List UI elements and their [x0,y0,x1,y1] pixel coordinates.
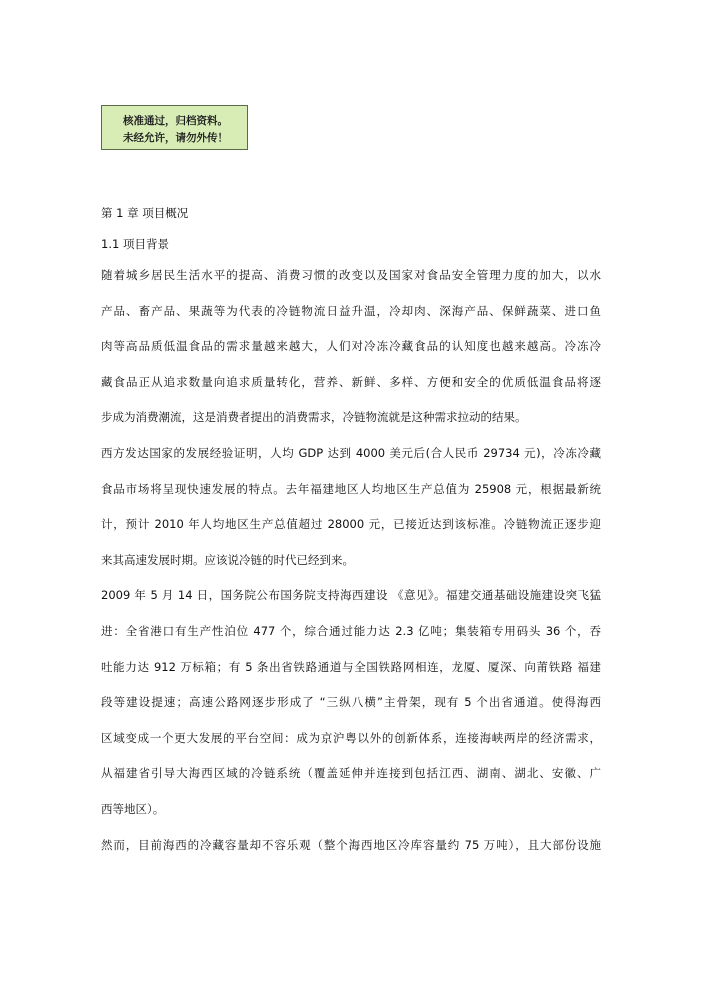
paragraph-line: 进：全省港口有生产性泊位 477 个，综合通过能力达 2.3 亿吨；集装箱专用码头 36 个，吞 [101,623,601,638]
archive-stamp [101,105,248,150]
paragraph-3 [101,578,601,827]
paragraph-line: 藏食品正从追求数量向追求质量转化，营养、新鲜、多样、方便和安全的优质低温食品将逐 [101,374,601,389]
paragraph-line: 来其高速发展时期。应该说冷链的时代已经到来。 [101,552,354,567]
paragraph-4 [101,828,601,864]
paragraph-line: 区域变成一个更大发展的平台空间：成为京沪粤以外的创新体系，连接海峡两岸的经济需求， [101,730,601,745]
paragraph-line: 段等建设提速；高速公路网逐步形成了 “三纵八横”主骨架，现有 5 个出省通道。使得海西 [101,695,601,710]
paragraph-2 [101,436,601,578]
section-title: 1.1 项目背景 [101,237,169,251]
paragraph-line: 食品市场将呈现快速发展的特点。去年福建地区人均地区生产总值为 25908 元，根据最新统 [101,481,601,496]
document-body [101,200,601,863]
paragraph-line: 吐能力达 912 万标箱；有 5 条出省铁路通道与全国铁路网相连，龙厦、厦深、向莆铁路 福建 [101,659,601,674]
paragraph-line: 产品、畜产品、果蔬等为代表的冷链物流日益升温，冷却肉、深海产品、保鲜蔬菜、进口鱼 [101,303,601,318]
paragraph-line: 西等地区）。 [101,801,165,816]
paragraph-line: 从福建省引导大海西区域的冷链系统（覆盖延伸并连接到包括江西、湖南、湖北、安徽、广 [101,766,601,781]
paragraph-line: 然而，目前海西的冷藏容量却不容乐观（整个海西地区冷库容量约 75 万吨），且大部份设施 [101,837,601,852]
stamp-line-1: 核准通过，归档资料。 [123,115,228,127]
paragraph-line: 西方发达国家的发展经验证明，人均 GDP 达到 4000 美元后(合人民币 29734 元)，冷冻冷藏 [101,445,601,460]
paragraph-line: 肉等高品质低温食品的需求量越来越大，人们对冷冻冷藏食品的认知度也越来越高。冷冻冷 [101,339,601,354]
paragraph-line: 计，预计 2010 年人均地区生产总值超过 28000 元，已接近达到该标准。冷链物流正逐步迎 [101,517,601,532]
paragraph-1 [101,258,601,436]
chapter-title: 第 1 章 项目概况 [101,206,189,220]
paragraph-line: 随着城乡居民生活水平的提高、消费习惯的改变以及国家对食品安全管理力度的加大，以水 [101,268,601,282]
paragraph-line: 步成为消费潮流，这是消费者提出的消费需求，冷链物流就是这种需求拉动的结果。 [101,410,527,425]
stamp-line-2: 未经允许，请勿外传！ [123,132,228,144]
paragraph-line: 2009 年 5 月 14 日，国务院公布国务院支持海西建设 《意见》。福建交通基础设施建设突飞猛 [101,588,601,603]
